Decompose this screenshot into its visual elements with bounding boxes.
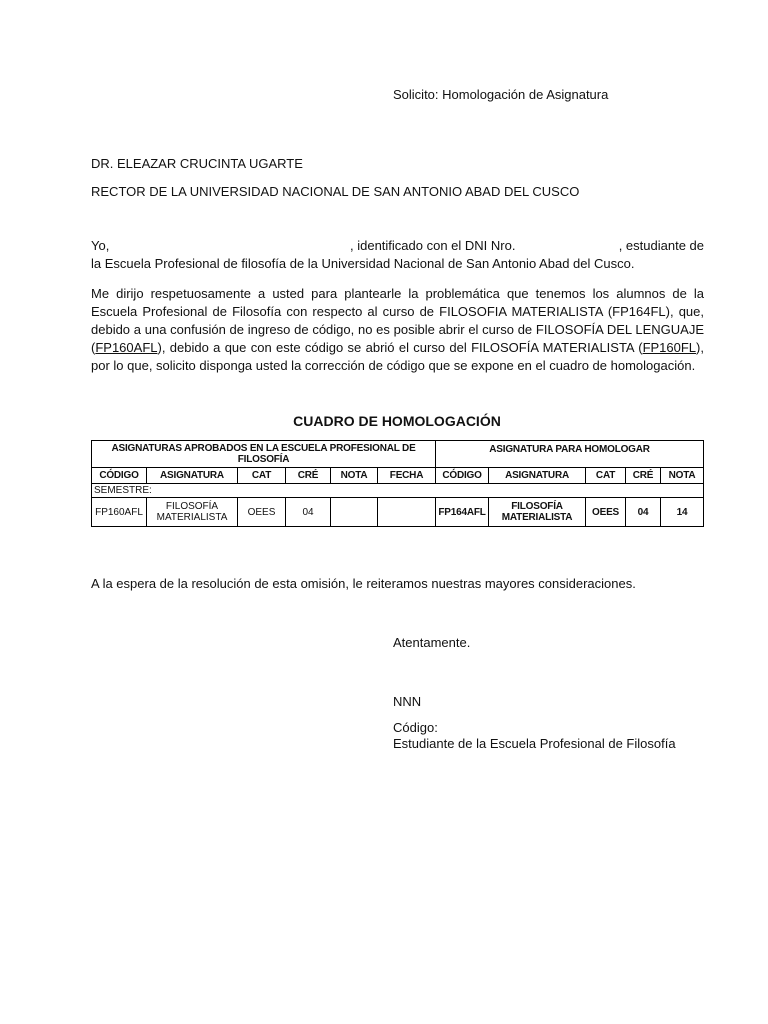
table-column-header-row bbox=[92, 468, 704, 484]
intro-estudiante: , estudiante de bbox=[618, 238, 704, 253]
col-header: CAT bbox=[238, 468, 286, 484]
homologation-table bbox=[91, 440, 704, 527]
intro-dni: , identificado con el DNI Nro. bbox=[350, 238, 516, 253]
left-group-header: ASIGNATURAS APROBADOS EN LA ESCUELA PROFESIONAL DE FILOSOFÍA bbox=[92, 441, 436, 468]
col-header: CAT bbox=[586, 468, 626, 484]
body-part-2: ), debido a que con este código se abrió el curso del FILOSOFÍA MATERIALISTA ( bbox=[157, 340, 643, 355]
cell-fecha bbox=[378, 498, 436, 527]
signer-name: NNN bbox=[393, 694, 422, 709]
intro-line-1 bbox=[91, 237, 704, 255]
table-title: CUADRO DE HOMOLOGACIÓN bbox=[293, 413, 501, 429]
col-header: CRÉ bbox=[626, 468, 661, 484]
closing-paragraph: A la espera de la resolución de esta omisión, le reiteramos nuestras mayores consideraciones. bbox=[91, 576, 636, 591]
col-header: CÓDIGO bbox=[436, 468, 489, 484]
cell-cre-homologar: 04 bbox=[626, 498, 661, 527]
intro-line-2: la Escuela Profesional de filosofía de la Universidad Nacional de San Antonio Abad del Cusco. bbox=[91, 256, 635, 271]
signer-role: Estudiante de la Escuela Profesional de Filosofía bbox=[393, 736, 676, 751]
cell-codigo: FP160AFL bbox=[92, 498, 147, 527]
addressee-title: RECTOR DE LA UNIVERSIDAD NACIONAL DE SAN ANTONIO ABAD DEL CUSCO bbox=[91, 184, 580, 199]
cell-asignatura: FILOSOFÍA MATERIALISTA bbox=[147, 498, 238, 527]
cell-nota-homologar: 14 bbox=[661, 498, 704, 527]
table-semester-row bbox=[92, 484, 704, 498]
col-header: ASIGNATURA bbox=[489, 468, 586, 484]
addressee-name: DR. ELEAZAR CRUCINTA UGARTE bbox=[91, 156, 303, 171]
intro-yo: Yo, bbox=[91, 238, 110, 253]
intro-paragraph bbox=[91, 237, 704, 273]
right-group-header: ASIGNATURA PARA HOMOLOGAR bbox=[436, 441, 704, 468]
cell-cat: OEES bbox=[238, 498, 286, 527]
table-row bbox=[92, 498, 704, 527]
col-header: NOTA bbox=[661, 468, 704, 484]
cell-cre: 04 bbox=[286, 498, 331, 527]
course-code-link-1: FP160AFL bbox=[95, 340, 158, 355]
body-part-3: ), por lo que, solicito disponga usted la corrección de código que se expone en el cuadro de homologación. bbox=[91, 340, 704, 373]
col-header: FECHA bbox=[378, 468, 436, 484]
subject-line: Solicito: Homologación de Asignatura bbox=[393, 87, 609, 102]
table-group-header-row bbox=[92, 441, 704, 468]
col-header: CÓDIGO bbox=[92, 468, 147, 484]
cell-asignatura-homologar: FILOSOFÍA MATERIALISTA bbox=[489, 498, 586, 527]
codigo-label: Código: bbox=[393, 720, 438, 735]
cell-cat-homologar: OEES bbox=[586, 498, 626, 527]
col-header: ASIGNATURA bbox=[147, 468, 238, 484]
col-header: CRÉ bbox=[286, 468, 331, 484]
cell-codigo-homologar: FP164AFL bbox=[436, 498, 489, 527]
cell-nota bbox=[331, 498, 378, 527]
body-paragraph bbox=[91, 285, 704, 375]
signoff: Atentamente. bbox=[393, 635, 471, 650]
col-header: NOTA bbox=[331, 468, 378, 484]
course-code-link-2: FP160FL bbox=[642, 340, 697, 355]
semester-label: SEMESTRE: bbox=[92, 484, 704, 498]
body-part-1: Me dirijo respetuosamente a usted para plantearle la problemática que tenemos los alumnos de la Escuela Profesional de Filosofía con respecto al curso de FILOSOFIA MATERIALISTA (FP164FL), que, debido a una confusión de ingreso de código, no es posible abrir el curso de FILOSOFÍA DEL LENGUAJE ( bbox=[91, 286, 704, 355]
